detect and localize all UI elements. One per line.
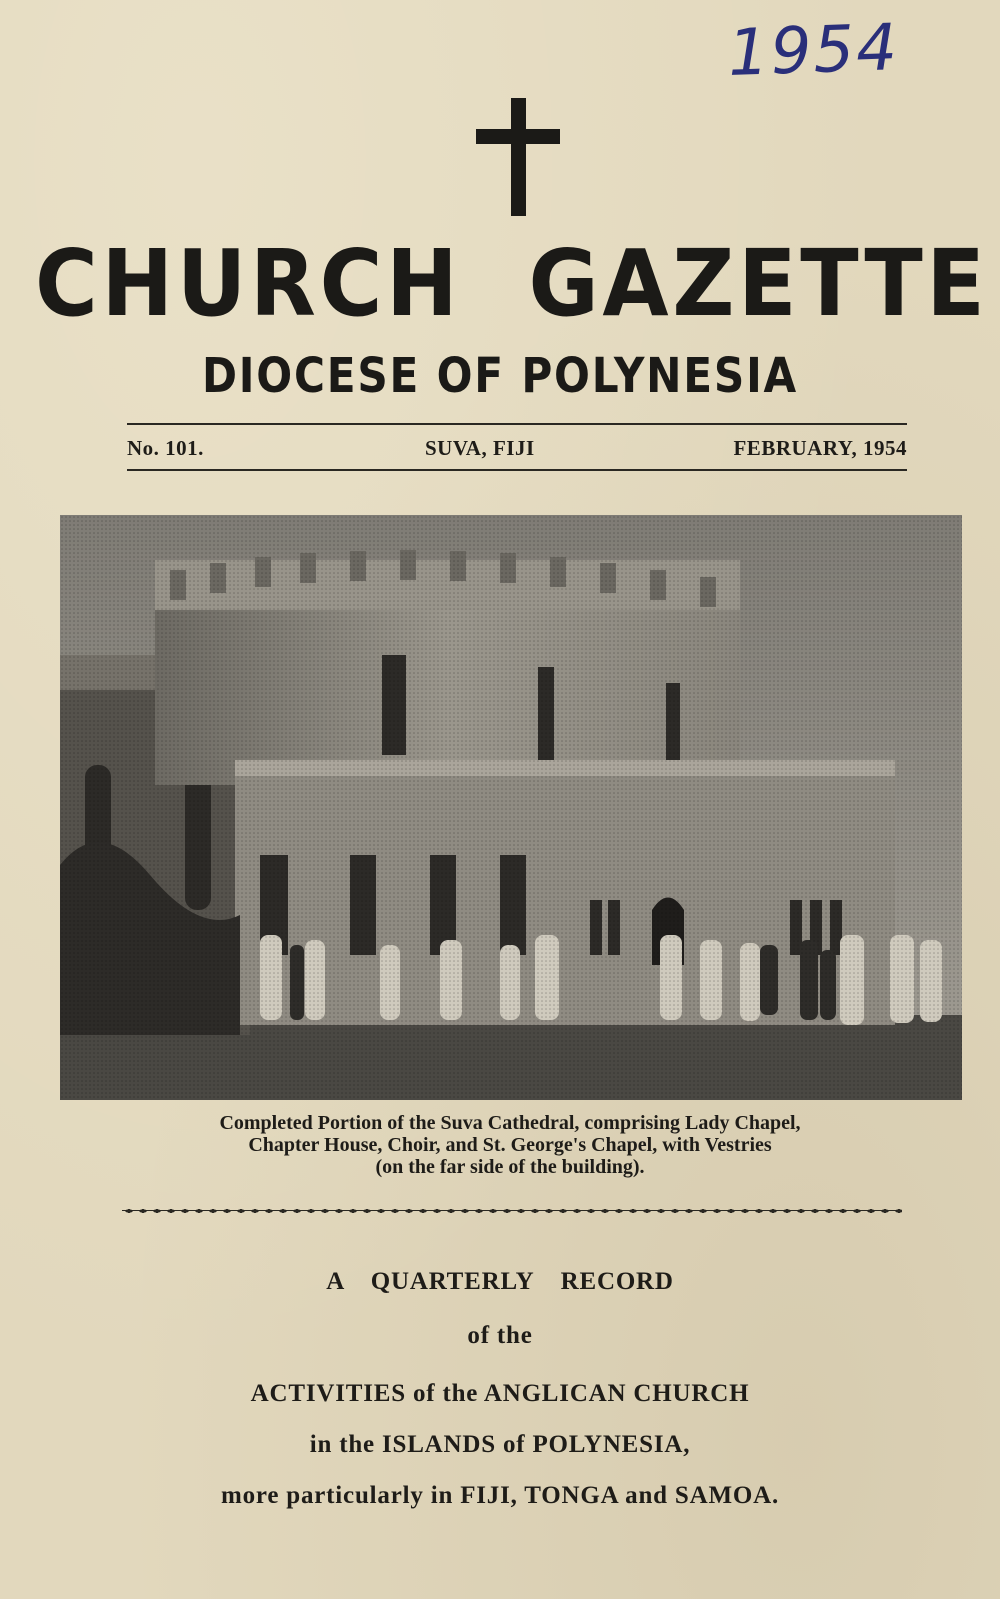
ornamental-divider xyxy=(122,1206,902,1216)
handwritten-year-annotation: 1954 xyxy=(726,11,901,91)
photo-caption xyxy=(110,1112,910,1178)
cross-icon xyxy=(476,98,560,216)
blurb-line: ACTIVITIES of the ANGLICAN CHURCH xyxy=(250,1380,750,1407)
masthead-subtitle: DIOCESE OF POLYNESIA xyxy=(201,348,799,404)
top-divider xyxy=(127,423,907,425)
caption-line: Chapter House, Choir, and St. George's Chapel, with Vestries xyxy=(248,1134,772,1156)
issue-number: No. 101. xyxy=(127,436,204,460)
issue-date: FEBRUARY, 1954 xyxy=(733,436,907,460)
issue-place: SUVA, FIJI xyxy=(425,436,535,460)
caption-line: (on the far side of the building). xyxy=(375,1156,645,1178)
issue-info-line xyxy=(127,436,907,464)
blurb-line: of the xyxy=(467,1322,533,1349)
bottom-divider xyxy=(127,469,907,471)
masthead-title: CHURCH GAZETTE xyxy=(35,230,989,337)
cathedral-photograph xyxy=(60,515,962,1100)
blurb-line: in the ISLANDS of POLYNESIA, xyxy=(309,1431,691,1458)
caption-line: Completed Portion of the Suva Cathedral, comprising Lady Chapel, xyxy=(219,1112,801,1134)
blurb-line: A QUARTERLY RECORD xyxy=(326,1268,674,1295)
blurb-line: more particularly in FIJI, TONGA and SAMOA. xyxy=(220,1482,780,1509)
